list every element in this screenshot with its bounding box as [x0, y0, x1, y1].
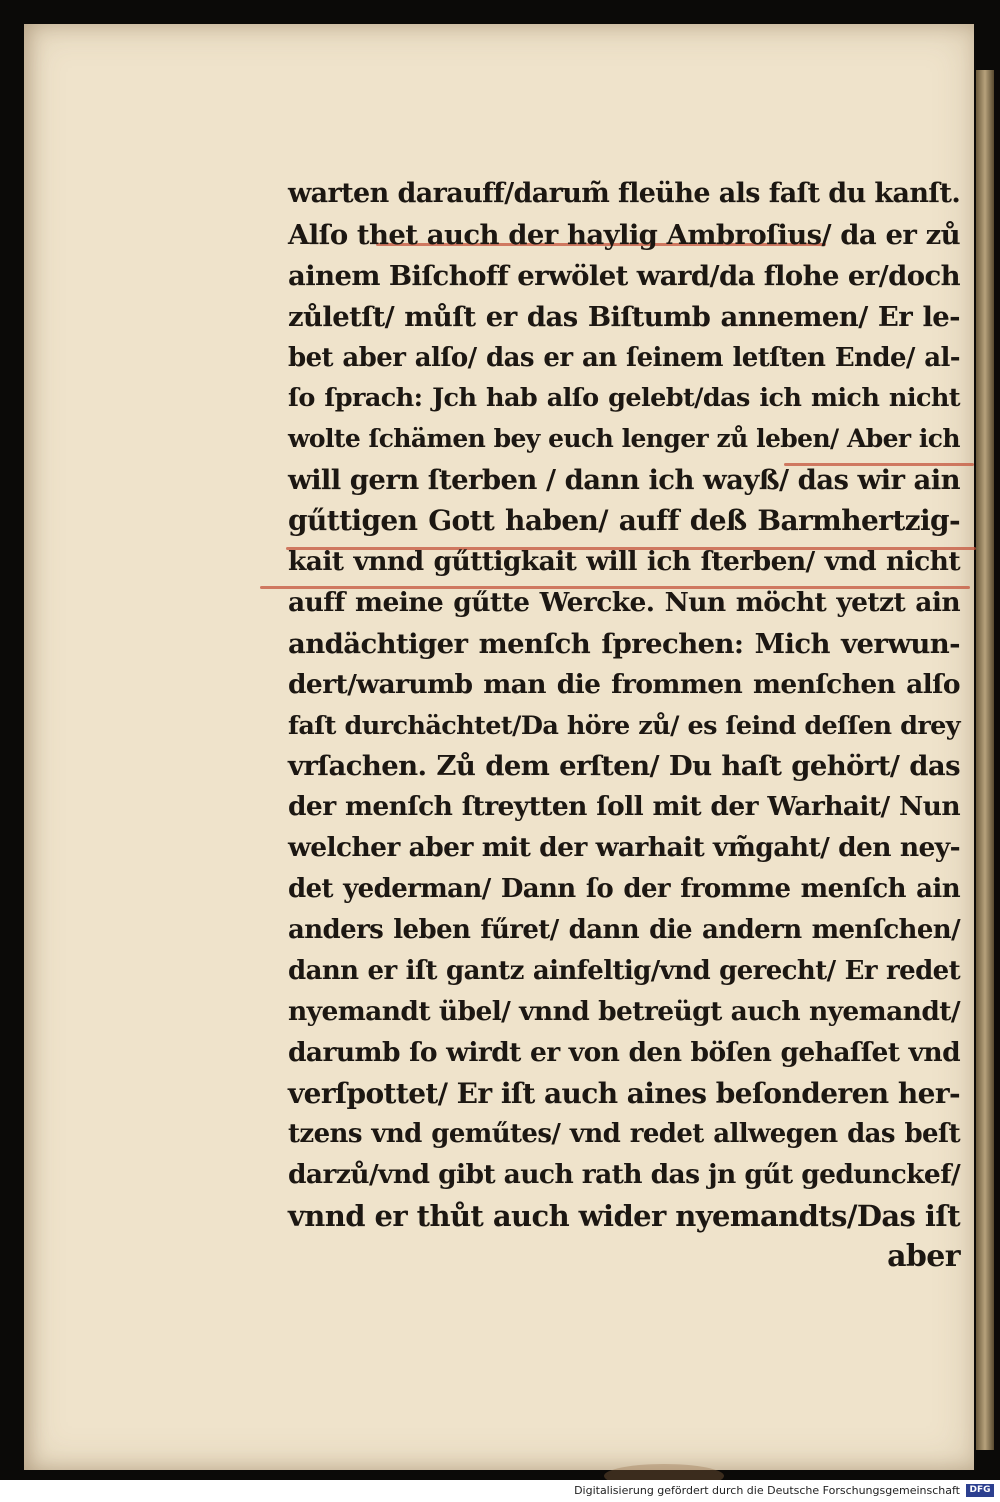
text-line: wolte ſchämen bey euch lenger zů leben/ Aber ich — [288, 424, 960, 454]
text-line: darzů/vnd gibt auch rath das jn gűt gedunckef/ — [288, 1159, 961, 1191]
text-line: faſt durchächtet/Da höre zů/ es ſeind deſſen drey — [288, 710, 960, 741]
text-line: zůletſt/ můſt er das Biſtumb annemen/ Er le- — [288, 300, 960, 333]
funding-credit: Digitalisierung gefördert durch die Deutsche Forschungsgemeinschaft — [574, 1484, 960, 1497]
text-line: vrſachen. Zů dem erſten/ Du haſt gehört/ das — [288, 750, 960, 783]
text-line: bet aber alſo/ das er an ſeinem letſten Ende/ al- — [288, 342, 960, 373]
text-line: ſo ſprach: Jch hab alſo gelebt/das ich mich nicht — [288, 383, 960, 414]
text-line: verſpottet/ Er iſt auch aines beſonderen her- — [288, 1076, 960, 1110]
text-line: darumb ſo wirdt er von den böſen gehaſſet vnd — [288, 1036, 960, 1068]
text-line: anders leben fűret/ dann die andern menſchen/ — [288, 915, 960, 946]
page-edge — [976, 70, 994, 1450]
footer-bar — [0, 1480, 1000, 1502]
text-line: nyemandt übel/ vnnd betreügt auch nyemandt/ — [288, 995, 960, 1027]
text-line: andächtiger menſch ſprechen: Mich verwun- — [288, 627, 960, 660]
text-line: auff meine gűtte Wercke. Nun möcht yetzt ain — [288, 586, 960, 618]
body-text — [288, 174, 960, 1278]
text-line: dann er iſt gantz ainfeltig/vnd gerecht/ Er redet — [288, 955, 960, 986]
text-line: gűttigen Gott haben/ auff deß Barmhertzig- — [288, 504, 960, 538]
text-line: will gern ſterben / dann ich wayß/ das wir ain — [288, 464, 960, 497]
catchword: aber — [887, 1239, 960, 1275]
text-line: dert/warumb man die frommen menſchen alſo — [288, 668, 960, 700]
text-line: det yederman/ Dann ſo der fromme menſch ain — [288, 874, 960, 905]
text-line: vnnd er thůt auch wider nyemandts/Das iſt — [288, 1199, 960, 1234]
text-line: tzens vnd geműtes/ vnd redet allwegen das beſt — [288, 1119, 960, 1150]
text-line: kait vnnd gűttigkait will ich ſterben/ vnd nicht — [288, 546, 960, 578]
text-line: warten darauff/darum̃ fleühe als faſt du kanſt. — [288, 178, 961, 209]
text-line: der menſch ſtreytten ſoll mit der Warhait/ Nun — [288, 791, 960, 823]
text-line: Alſo thet auch der haylig Ambroſius/ da er zů — [288, 218, 960, 251]
text-line: ainem Biſchoff erwölet ward/da flohe er/doch — [288, 259, 960, 292]
text-line: welcher aber mit der warhait vm̃gaht/ den ney- — [288, 832, 960, 864]
dfg-logo: DFG — [966, 1484, 994, 1497]
